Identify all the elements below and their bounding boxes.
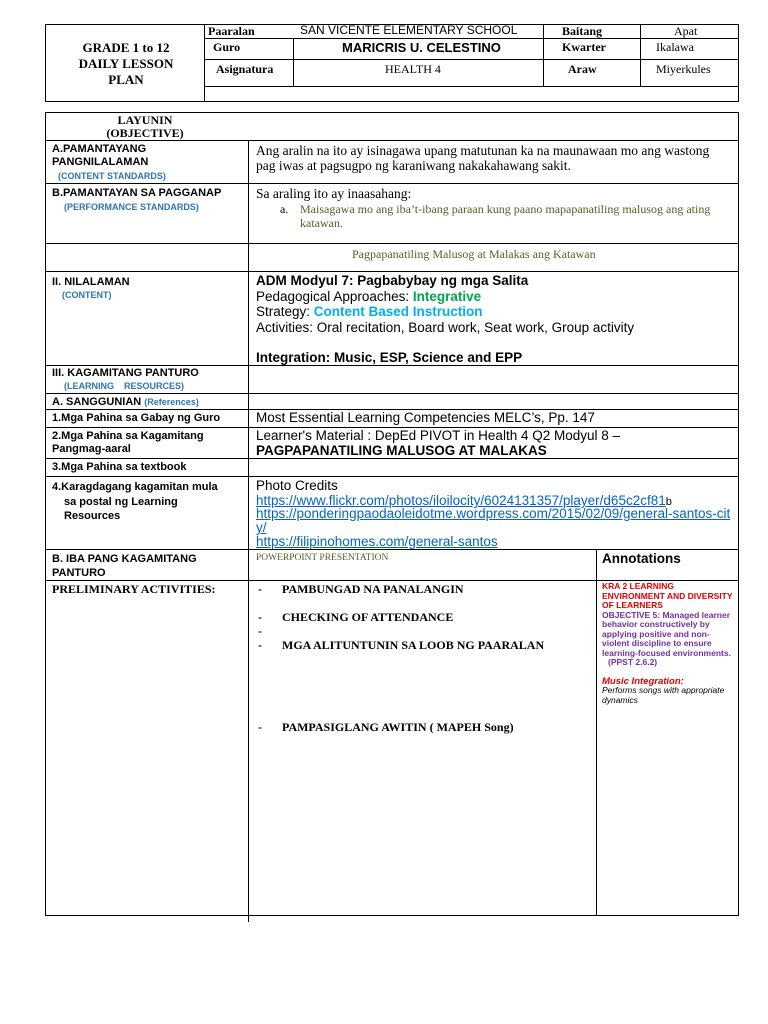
araw-value: Miyerkules	[656, 62, 711, 76]
music-integration-title: Music Integration:	[602, 675, 684, 687]
link-3-line	[256, 534, 498, 549]
music-integration-text: Performs songs with appropriate dynamics	[602, 685, 725, 705]
link-flickr[interactable]: https://www.flickr.com/photos/iloilocity/6024131357/player/d65c2cf81	[256, 493, 666, 508]
asignatura-label: Asignatura	[216, 62, 274, 76]
content-standards-sub: (CONTENT STANDARDS)	[58, 171, 166, 181]
layunin-title: LAYUNIN (OBJECTIVE)	[106, 113, 184, 140]
grade-title: GRADE 1 to 12 DAILY LESSON PLAN	[78, 40, 174, 87]
annotations-heading: Annotations	[602, 551, 681, 566]
guro-pages-value: Most Essential Learning Competencies MELC’s, Pp. 147	[256, 410, 595, 425]
list-item: -	[258, 624, 262, 638]
link-2-line	[256, 507, 732, 535]
annotation-notes	[602, 582, 734, 705]
baitang-value: Apat	[674, 24, 698, 38]
list-item: - PAMPASIGLANG AWITIN ( MAPEH Song)	[258, 720, 514, 734]
paaralan-label: Paaralan	[208, 24, 255, 38]
guro-value: MARICRIS U. CELESTINO	[342, 40, 501, 55]
portal-label: 4.Karagdagang kagamitan mula sa postal ng Learning Resources	[52, 481, 218, 522]
kwarter-value: Ikalawa	[656, 40, 694, 54]
performance-item-marker: a.	[280, 202, 289, 216]
baitang-label: Baitang	[562, 24, 603, 38]
link-wordpress[interactable]: https://ponderingpaodaoleidotme.wordpress.com/2015/02/09/general-santos-city/	[256, 506, 731, 535]
link-filipinohomes[interactable]: https://filipinohomes.com/general-santos	[256, 534, 498, 549]
nilalaman-label: II. NILALAMAN	[52, 276, 130, 288]
paaralan-value: SAN VICENTE ELEMENTARY SCHOOL	[300, 23, 518, 37]
asignatura-value: HEALTH 4	[385, 62, 441, 76]
learner-pages-value-1: Learner's Material : DepEd PIVOT in Health 4 Q2 Modyul 8 –	[256, 428, 621, 443]
list-item: - PAMBUNGAD NA PANALANGIN	[258, 582, 464, 596]
ppst-note: (PPST 2.6.2)	[608, 657, 658, 667]
araw-label: Araw	[568, 62, 597, 76]
kra-note: KRA 2 LEARNING ENVIRONMENT AND DIVERSITY OF LEARNERS	[602, 581, 733, 610]
list-item: - MGA ALITUNTUNIN SA LOOB NG PAARALAN	[258, 638, 545, 652]
resources-sub: (LEARNING RESOURCES)	[64, 381, 185, 391]
resources-label: III. KAGAMITANG PANTURO	[52, 367, 199, 379]
integration-line: Integration: Music, ESP, Science and EPP	[256, 350, 523, 365]
nilalaman-content	[256, 273, 732, 366]
link-1-line: https://www.flickr.com/photos/iloilocity/6024131357/player/d65c2cf81b	[256, 493, 672, 508]
strategy-line: Strategy: Content Based Instruction	[256, 304, 483, 319]
topic-line: Pagpapanatiling Malusog at Malakas ang Katawan	[352, 247, 596, 261]
performance-standards-sub: (PERFORMANCE STANDARDS)	[64, 202, 199, 212]
content-standards-label: A.PAMANTAYANG PANGNILALAMAN	[52, 143, 149, 168]
module-title: ADM Modyul 7: Pagbabybay ng mga Salita	[256, 273, 529, 288]
preliminary-label: PRELIMINARY ACTIVITIES:	[52, 582, 216, 596]
photo-credits: Photo Credits	[256, 478, 338, 493]
iba-pang-value: POWERPOINT PRESENTATION	[256, 553, 389, 563]
performance-item: Maisagawa mo ang iba’t-ibang paraan kung paano mapapanatiling malusog ang ating katawan.	[300, 202, 711, 230]
nilalaman-sub: (CONTENT)	[62, 290, 112, 300]
sanggunian-label: A. SANGGUNIAN (References)	[52, 396, 199, 408]
learner-pages-value-2: PAGPAPANATILING MALUSOG AT MALAKAS	[256, 443, 547, 458]
list-item: - CHECKING OF ATTENDANCE	[258, 610, 454, 624]
kwarter-label: Kwarter	[562, 40, 606, 54]
guro-pages-label: 1.Mga Pahina sa Gabay ng Guro	[52, 412, 221, 424]
objective-note: OBJECTIVE 5: Managed learner behavior constructively by applying positive and non-violent discipline to ensure learning-focused environments.	[602, 609, 731, 658]
performance-standards-label: B.PAMANTAYAN SA PAGGANAP	[52, 187, 222, 199]
iba-pang-label: B. IBA PANG KAGAMITANG PANTURO	[52, 553, 197, 579]
guro-label: Guro	[213, 40, 241, 54]
activities-line: Activities: Oral recitation, Board work, Seat work, Group activity	[256, 319, 635, 335]
approach-line: Pedagogical Approaches: Integrative	[256, 288, 482, 304]
textbook-label: 3.Mga Pahina sa textbook	[52, 461, 187, 473]
content-standards-text: Ang aralin na ito ay isinagawa upang matutunan ka na maunawaan mo ang wastong pag iwas at pagsugpo ng karaniwang nakakahawang sakit.	[256, 143, 710, 173]
learner-pages-label: 2.Mga Pahina sa Kagamitang Pangmag-aaral	[52, 430, 204, 455]
performance-intro: Sa araling ito ay inaasahang:	[256, 186, 412, 201]
